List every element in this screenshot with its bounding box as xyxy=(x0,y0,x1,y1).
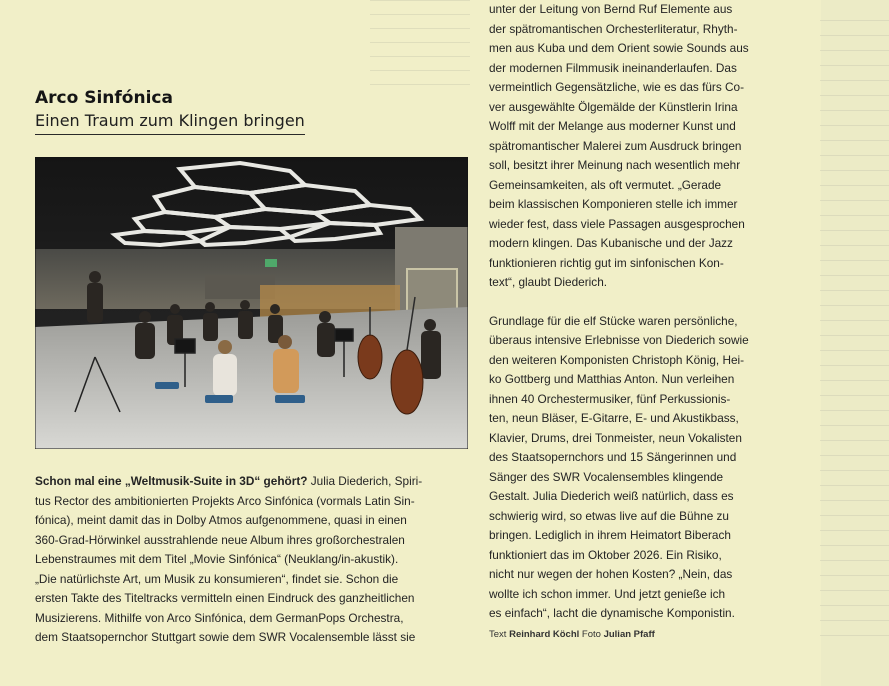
body-line: tus Rector des ambitionierten Projekts Arco Sinfónica (vormals Latin Sin- xyxy=(35,493,415,508)
body-line: spätromantischer Malerei zum Ausdruck bringen xyxy=(489,138,742,153)
body-line: Lebenstraumes mit dem Titel „Movie Sinfónica“ (Neuklang/in-akustik). xyxy=(35,552,399,566)
body-line: der modernen Filmmusik ineinanderlaufen. Das xyxy=(489,60,737,75)
credit-photographer: Julian Pfaff xyxy=(603,628,655,640)
body-line: fónica), meint damit das in Dolby Atmos aufgenommene, quasi in einen xyxy=(35,513,407,527)
body-line: Klavier, Drums, drei Tonmeister, neun Vokalisten xyxy=(489,430,742,445)
body-line: modern klingen. Das Kubanische und der Jazz xyxy=(489,236,733,250)
article-title: Arco Sinfónica xyxy=(35,88,173,108)
body-line: unter der Leitung von Bernd Ruf Elemente aus xyxy=(489,2,733,16)
body-line: wollte ich schon immer. Und jetzt genieße ich xyxy=(489,586,726,601)
body-line: dem Staatsopernchor Stuttgart sowie dem SWR Vocalensemble lässt sie xyxy=(35,630,416,644)
body-line: ten, neun Bläser, E-Gitarre, E- und Akustikbass, xyxy=(489,411,739,425)
body-line: überaus intensive Erlebnisse von Diederich sowie xyxy=(489,333,749,347)
body-line: Gestalt. Julia Diederich weiß natürlich, dass es xyxy=(489,489,734,503)
body-line: „Die natürlichste Art, um Musik zu konsumieren“, findet sie. Schon die xyxy=(35,571,399,586)
body-line: Grundlage für die elf Stücke waren persönliche, xyxy=(489,313,738,328)
body-line: Schon mal eine „Weltmusik-Suite in 3D“ gehört? Julia Diederich, Spiri- xyxy=(35,474,423,488)
body-line: nicht nur wegen der hohen Kosten? „Nein, das xyxy=(489,567,733,581)
orchestra-photo xyxy=(35,157,468,449)
body-line: men aus Kuba und dem Orient sowie Sounds aus xyxy=(489,41,749,55)
lead-in: Schon mal eine „Weltmusik-Suite in 3D“ gehört? xyxy=(35,474,308,488)
body-line: Musizierens. Mithilfe von Arco Sinfónica, dem GermanPops Orchestra, xyxy=(35,610,404,625)
article-credits xyxy=(489,628,789,642)
bleed-through-text xyxy=(820,20,889,640)
body-line: des Staatsopernchors und 15 Sängerinnen und xyxy=(489,450,737,464)
body-line: ihnen 40 Orchestermusiker, fünf Perkussionis- xyxy=(489,391,731,406)
body-line: funktioniert das im Oktober 2026. Ein Risiko, xyxy=(489,547,722,562)
body-line: bringen. Lediglich in ihrem Heimatort Biberach xyxy=(489,528,731,542)
paragraph-1 xyxy=(489,0,789,293)
body-line: soll, besitzt ihrer Meinung nach wesentlich mehr xyxy=(489,158,741,172)
credit-author: Reinhard Köchl xyxy=(509,628,580,640)
article-subtitle: Einen Traum zum Klingen bringen xyxy=(35,110,305,135)
article-header xyxy=(35,88,345,135)
body-line: es einfach“, lacht die dynamische Komponistin. xyxy=(489,606,735,620)
body-line: vermeintlich Gegensätzliche, wie es das fürs Co- xyxy=(489,80,745,94)
body-line: ver ausgewählte Ölgemälde der Künstlerin Irina xyxy=(489,99,738,114)
body-line: ko Gottberg und Matthias Anton. Nun verleihen xyxy=(489,372,735,386)
body-line: Gemeinsamkeiten, als oft vermutet. „Gerade xyxy=(489,177,722,192)
credit-text-label: Text xyxy=(489,628,507,640)
body-line: funktionieren richtig gut im sinfonischen Kon- xyxy=(489,255,724,270)
paragraph-gap xyxy=(489,293,789,312)
body-line: ersten Takte des Titeltracks vermitteln einen Eindruck des ganzheitlichen xyxy=(35,591,415,605)
paragraph-2 xyxy=(489,312,789,624)
body-line: den weiteren Komponisten Christoph König, Hei- xyxy=(489,352,745,367)
body-line: Wolff mit der Melange aus moderner Kunst und xyxy=(489,119,736,133)
article-body-right xyxy=(489,0,789,642)
body-line: der spätromantischen Orchesterliteratur, Rhyth- xyxy=(489,21,738,36)
body-line: Sänger des SWR Vocalensembles klingende xyxy=(489,469,724,484)
body-line: beim klassischen Komponieren stelle ich immer xyxy=(489,197,738,211)
body-line: 360-Grad-Hörwinkel ausstrahlende neue Album ihres großorchestralen xyxy=(35,532,405,547)
body-line: wieder fest, dass viele Passagen ausgesprochen xyxy=(489,216,745,231)
credit-photo-label: Foto xyxy=(581,628,601,640)
bleed-through-text xyxy=(370,0,470,86)
body-line: schwierig wird, so etwas live auf die Bühne zu xyxy=(489,508,729,523)
article-body-left xyxy=(35,472,475,648)
body-line: text“, glaubt Diederich. xyxy=(489,275,608,289)
